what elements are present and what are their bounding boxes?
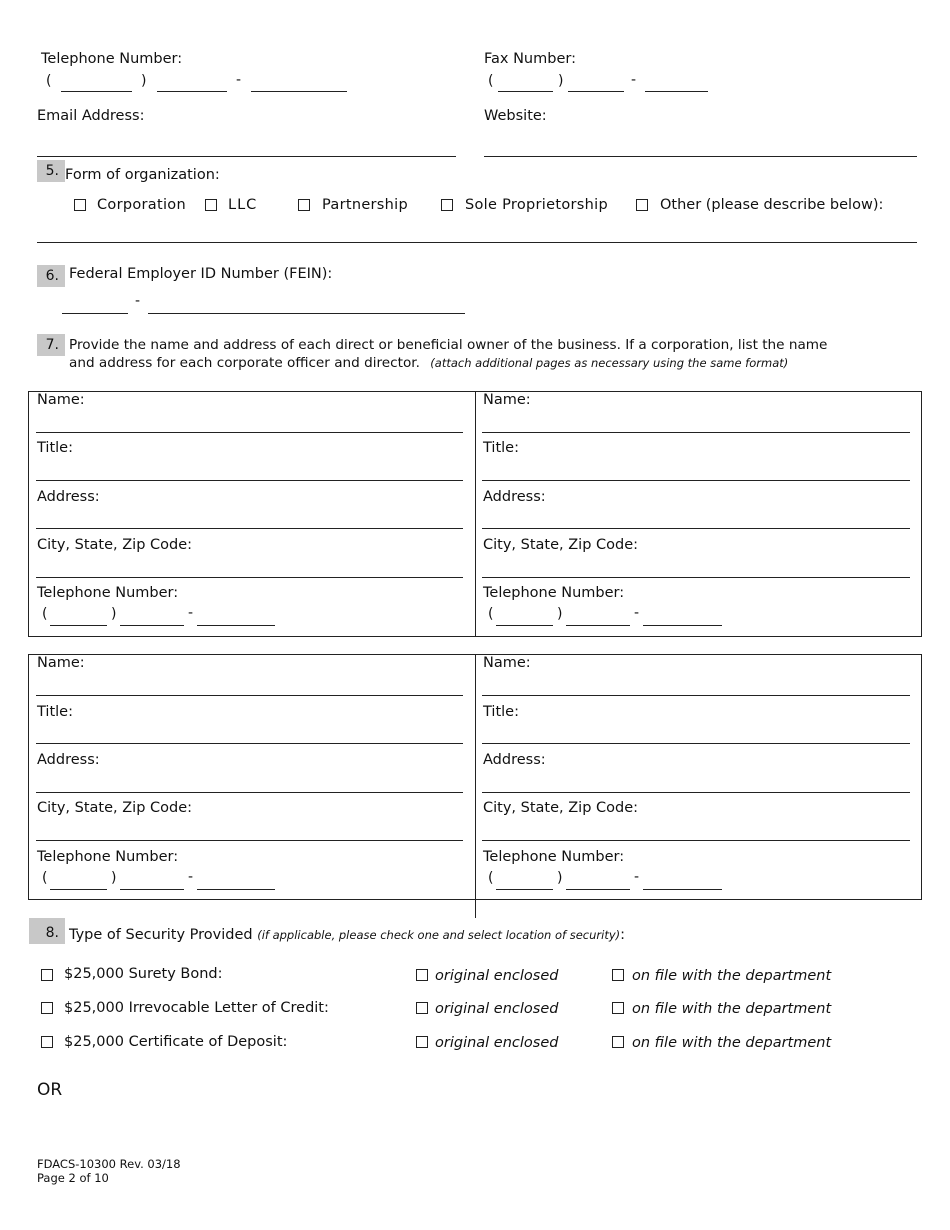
letter-of-credit-original-label: original enclosed bbox=[435, 1001, 559, 1017]
tel-line-field[interactable] bbox=[251, 91, 347, 92]
checkbox-llc[interactable] bbox=[205, 199, 217, 211]
fax-open-paren: ( bbox=[488, 73, 494, 89]
website-field[interactable] bbox=[484, 156, 917, 157]
owner-2-telephone-label: Telephone Number: bbox=[483, 585, 625, 601]
owner-2-address-field[interactable] bbox=[482, 528, 910, 529]
section-6-number: 6. bbox=[37, 265, 65, 287]
owner-3-telephone-label: Telephone Number: bbox=[37, 849, 179, 865]
surety-bond-on-file-label: on file with the department bbox=[632, 968, 832, 984]
owner-3-name-field[interactable] bbox=[36, 695, 463, 696]
checkbox-surety-bond-original[interactable] bbox=[416, 969, 428, 981]
other-description-field[interactable] bbox=[37, 242, 917, 243]
owner-1-tel-prefix-field[interactable] bbox=[120, 625, 184, 626]
owner-3-title-field[interactable] bbox=[36, 743, 463, 744]
telephone-label: Telephone Number: bbox=[41, 51, 183, 67]
owner-1-tel-close-paren: ) bbox=[111, 606, 117, 622]
owner-1-address-field[interactable] bbox=[36, 528, 463, 529]
owner-2-tel-open-paren: ( bbox=[488, 606, 494, 622]
option-corporation-label: Corporation bbox=[97, 197, 186, 213]
owner-3-address-field[interactable] bbox=[36, 792, 463, 793]
owner-4-title-field[interactable] bbox=[482, 743, 910, 744]
owner-2-name-field[interactable] bbox=[482, 432, 910, 433]
certificate-of-deposit-original-label: original enclosed bbox=[435, 1035, 559, 1051]
owner-grid-2-divider bbox=[475, 654, 476, 918]
owner-4-tel-open-paren: ( bbox=[488, 870, 494, 886]
owner-2-title-field[interactable] bbox=[482, 480, 910, 481]
section-5-number: 5. bbox=[37, 160, 65, 182]
owner-2-tel-close-paren: ) bbox=[557, 606, 563, 622]
owner-2-tel-area-field[interactable] bbox=[496, 625, 553, 626]
owner-1-title-field[interactable] bbox=[36, 480, 463, 481]
owner-1-tel-line-field[interactable] bbox=[197, 625, 275, 626]
fax-label: Fax Number: bbox=[484, 51, 576, 67]
owner-4-tel-line-field[interactable] bbox=[643, 889, 722, 890]
owner-3-tel-prefix-field[interactable] bbox=[120, 889, 184, 890]
owner-2-tel-prefix-field[interactable] bbox=[566, 625, 630, 626]
owner-3-tel-line-field[interactable] bbox=[197, 889, 275, 890]
owner-3-name-label: Name: bbox=[37, 655, 85, 671]
owner-2-city-label: City, State, Zip Code: bbox=[483, 537, 639, 553]
owner-3-tel-open-paren: ( bbox=[42, 870, 48, 886]
owner-3-tel-close-paren: ) bbox=[111, 870, 117, 886]
owner-4-address-field[interactable] bbox=[482, 792, 910, 793]
owner-2-tel-dash: - bbox=[634, 605, 640, 621]
section-7-number: 7. bbox=[37, 334, 65, 356]
tel-area-code-field[interactable] bbox=[61, 91, 132, 92]
checkbox-certificate-of-deposit[interactable] bbox=[41, 1036, 53, 1048]
tel-dash: - bbox=[236, 72, 242, 88]
owner-4-tel-prefix-field[interactable] bbox=[566, 889, 630, 890]
website-label: Website: bbox=[484, 108, 547, 124]
owner-1-name-label: Name: bbox=[37, 392, 85, 408]
owner-2-city-field[interactable] bbox=[482, 577, 910, 578]
checkbox-letter-of-credit[interactable] bbox=[41, 1002, 53, 1014]
or-text: OR bbox=[37, 1080, 63, 1100]
fax-close-paren: ) bbox=[558, 73, 564, 89]
owner-1-tel-dash: - bbox=[188, 605, 194, 621]
owner-3-tel-area-field[interactable] bbox=[50, 889, 107, 890]
checkbox-other[interactable] bbox=[636, 199, 648, 211]
owner-2-tel-line-field[interactable] bbox=[643, 625, 722, 626]
owner-grid-1-divider bbox=[475, 391, 476, 637]
certificate-of-deposit-on-file-label: on file with the department bbox=[632, 1035, 832, 1051]
checkbox-letter-of-credit-original[interactable] bbox=[416, 1002, 428, 1014]
owner-2-address-label: Address: bbox=[483, 489, 546, 505]
checkbox-surety-bond-on-file[interactable] bbox=[612, 969, 624, 981]
owner-3-city-field[interactable] bbox=[36, 840, 463, 841]
fax-line-field[interactable] bbox=[645, 91, 708, 92]
owner-1-title-label: Title: bbox=[37, 440, 73, 456]
surety-bond-original-label: original enclosed bbox=[435, 968, 559, 984]
tel-prefix-field[interactable] bbox=[157, 91, 227, 92]
fein-dash: - bbox=[135, 293, 141, 309]
owner-3-address-label: Address: bbox=[37, 752, 100, 768]
section-8-number: 8. bbox=[29, 918, 65, 944]
owner-1-address-label: Address: bbox=[37, 489, 100, 505]
checkbox-sole-proprietorship[interactable] bbox=[441, 199, 453, 211]
owner-1-tel-open-paren: ( bbox=[42, 606, 48, 622]
letter-of-credit-on-file-label: on file with the department bbox=[632, 1001, 832, 1017]
fein-number-field[interactable] bbox=[148, 313, 465, 314]
owner-3-tel-dash: - bbox=[188, 869, 194, 885]
owner-1-telephone-label: Telephone Number: bbox=[37, 585, 179, 601]
section-7-note: (attach additional pages as necessary using the same format) bbox=[430, 356, 789, 370]
checkbox-certificate-of-deposit-on-file[interactable] bbox=[612, 1036, 624, 1048]
surety-bond-label: $25,000 Surety Bond: bbox=[64, 966, 223, 982]
checkbox-letter-of-credit-on-file[interactable] bbox=[612, 1002, 624, 1014]
certificate-of-deposit-label: $25,000 Certificate of Deposit: bbox=[64, 1034, 288, 1050]
footer-page-number: Page 2 of 10 bbox=[37, 1171, 109, 1185]
owner-1-city-field[interactable] bbox=[36, 577, 463, 578]
fein-prefix-field[interactable] bbox=[62, 313, 128, 314]
owner-1-name-field[interactable] bbox=[36, 432, 463, 433]
section-5-title: Form of organization: bbox=[65, 167, 220, 183]
owner-3-city-label: City, State, Zip Code: bbox=[37, 800, 193, 816]
owner-1-city-label: City, State, Zip Code: bbox=[37, 537, 193, 553]
owner-2-title-label: Title: bbox=[483, 440, 519, 456]
owner-4-city-label: City, State, Zip Code: bbox=[483, 800, 639, 816]
tel-close-paren: ) bbox=[141, 73, 147, 89]
section-8-colon: : bbox=[620, 927, 626, 943]
checkbox-certificate-of-deposit-original[interactable] bbox=[416, 1036, 428, 1048]
owner-4-city-field[interactable] bbox=[482, 840, 910, 841]
section-8-title: Type of Security Provided bbox=[69, 927, 253, 943]
checkbox-surety-bond[interactable] bbox=[41, 969, 53, 981]
email-label: Email Address: bbox=[37, 108, 145, 124]
checkbox-corporation[interactable] bbox=[74, 199, 86, 211]
checkbox-partnership[interactable] bbox=[298, 199, 310, 211]
option-llc-label: LLC bbox=[228, 197, 258, 213]
owner-4-tel-dash: - bbox=[634, 869, 640, 885]
owner-4-tel-close-paren: ) bbox=[557, 870, 563, 886]
section-7-instructions-line1: Provide the name and address of each direct or beneficial owner of the business. If a corporation, list the name bbox=[69, 337, 828, 353]
owner-4-telephone-label: Telephone Number: bbox=[483, 849, 625, 865]
email-field[interactable] bbox=[37, 156, 456, 157]
tel-open-paren: ( bbox=[46, 73, 52, 89]
option-partnership-label: Partnership bbox=[322, 197, 408, 213]
owner-4-address-label: Address: bbox=[483, 752, 546, 768]
owner-4-name-field[interactable] bbox=[482, 695, 910, 696]
footer-form-id: FDACS-10300 Rev. 03/18 bbox=[37, 1157, 181, 1171]
option-other-label: Other (please describe below): bbox=[660, 197, 884, 213]
owner-4-tel-area-field[interactable] bbox=[496, 889, 553, 890]
option-sole-proprietorship-label: Sole Proprietorship bbox=[465, 197, 608, 213]
section-8-note: (if applicable, please check one and select location of security) bbox=[257, 928, 621, 942]
section-6-title: Federal Employer ID Number (FEIN): bbox=[69, 266, 333, 282]
owner-1-tel-area-field[interactable] bbox=[50, 625, 107, 626]
owner-3-title-label: Title: bbox=[37, 704, 73, 720]
owner-2-name-label: Name: bbox=[483, 392, 531, 408]
section-7-instructions-line2: and address for each corporate officer and director. bbox=[69, 355, 420, 371]
letter-of-credit-label: $25,000 Irrevocable Letter of Credit: bbox=[64, 1000, 329, 1016]
fax-area-code-field[interactable] bbox=[498, 91, 553, 92]
owner-4-name-label: Name: bbox=[483, 655, 531, 671]
fax-prefix-field[interactable] bbox=[568, 91, 624, 92]
fax-dash: - bbox=[631, 72, 637, 88]
owner-4-title-label: Title: bbox=[483, 704, 519, 720]
